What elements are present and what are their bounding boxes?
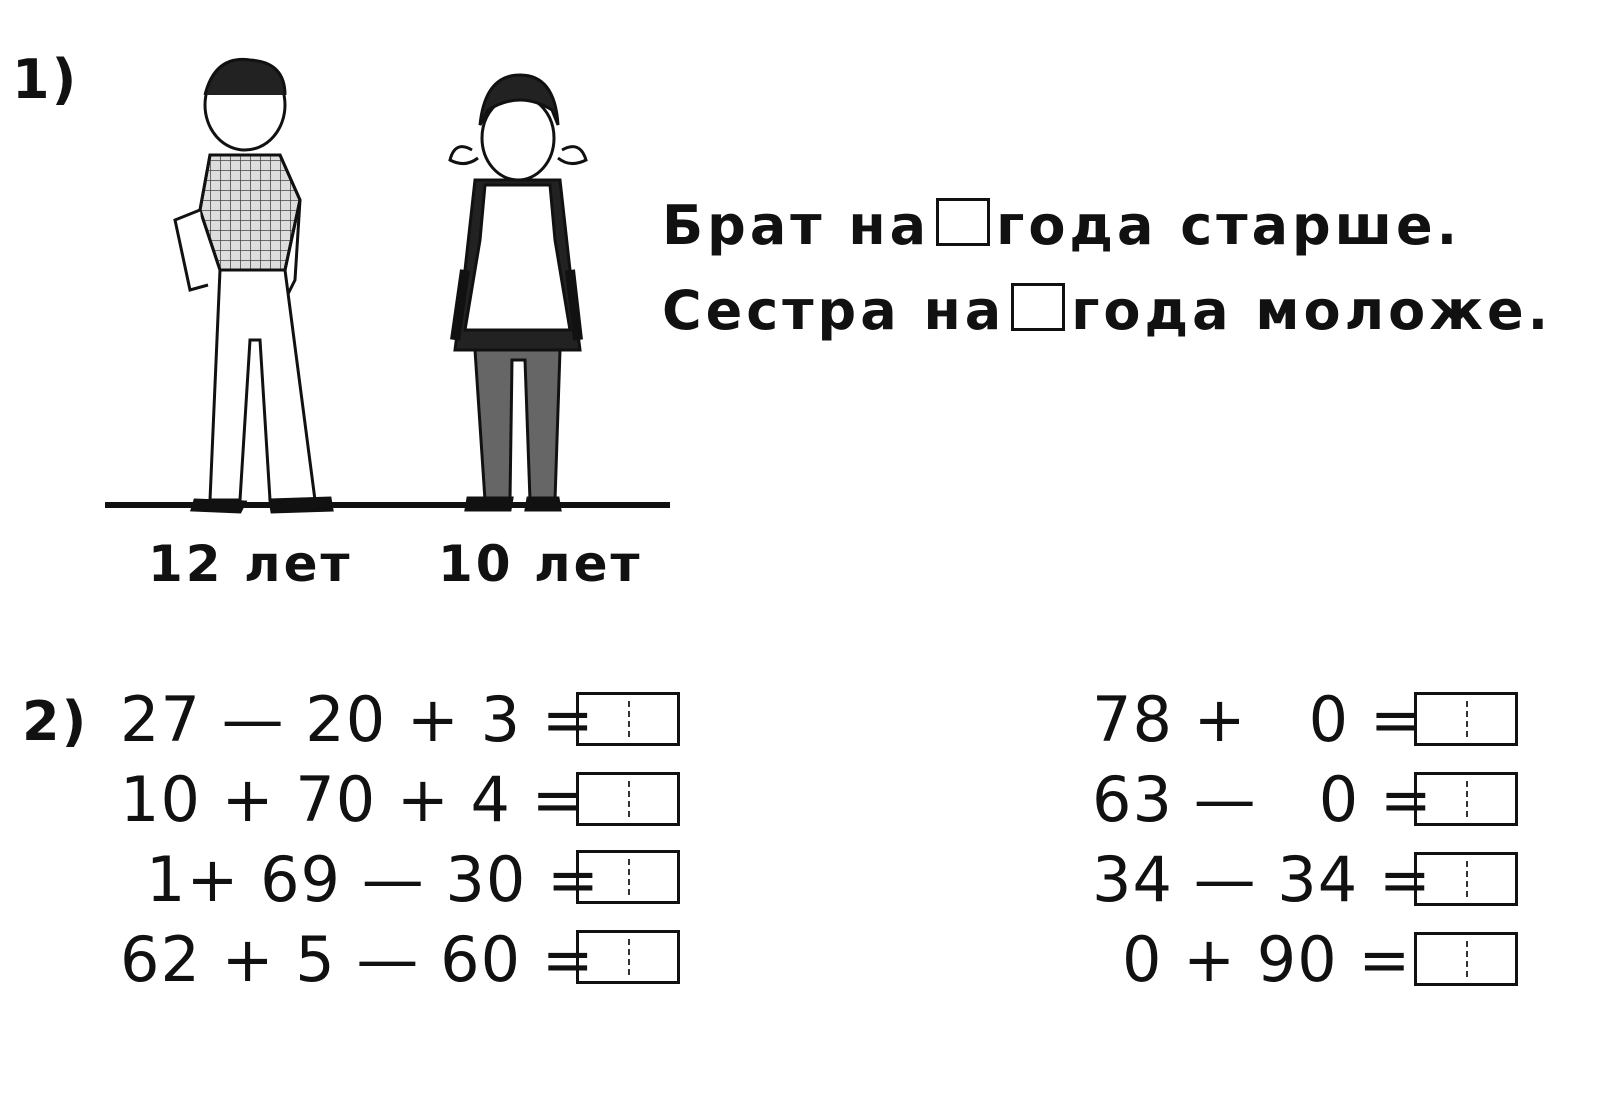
- answer-box-right-3[interactable]: [1414, 852, 1518, 906]
- answer-box-right-4[interactable]: [1414, 932, 1518, 986]
- task-2-number: 2): [22, 690, 89, 753]
- ground-line: [105, 502, 670, 508]
- children-illustration: [100, 50, 680, 530]
- equation-left-3: 1+ 69 — 30 =: [146, 843, 600, 916]
- equation-right-4: 0 + 90 =: [1122, 923, 1412, 996]
- girl-figure: [450, 75, 586, 510]
- equation-left-1: 27 — 20 + 3 =: [120, 683, 595, 756]
- equation-left-2: 10 + 70 + 4 =: [120, 763, 585, 836]
- sentence-brother-after: года старше.: [996, 193, 1462, 257]
- equation-right-1: 78 + 0 =: [1092, 683, 1423, 756]
- equation-left-4: 62 + 5 — 60 =: [120, 923, 595, 996]
- answer-box-sister[interactable]: [1011, 283, 1065, 331]
- equation-right-3: 34 — 34 =: [1092, 843, 1432, 916]
- answer-box-left-2[interactable]: [576, 772, 680, 826]
- task-1-number: 1): [12, 48, 79, 111]
- sentence-brother-before: Брат на: [662, 193, 931, 257]
- sentence-sister-before: Сестра на: [662, 278, 1006, 342]
- answer-box-brother[interactable]: [936, 198, 990, 246]
- answer-box-left-1[interactable]: [576, 692, 680, 746]
- answer-box-right-1[interactable]: [1414, 692, 1518, 746]
- sentence-sister: [662, 275, 1552, 342]
- girl-age-label: 10 лет: [438, 535, 643, 593]
- boy-age-label: 12 лет: [148, 535, 353, 593]
- sentence-brother: [662, 190, 1461, 257]
- answer-box-left-4[interactable]: [576, 930, 680, 984]
- boy-figure: [175, 59, 332, 512]
- sentence-sister-after: года моложе.: [1071, 278, 1553, 342]
- answer-box-right-2[interactable]: [1414, 772, 1518, 826]
- answer-box-left-3[interactable]: [576, 850, 680, 904]
- equation-right-2: 63 — 0 =: [1092, 763, 1433, 836]
